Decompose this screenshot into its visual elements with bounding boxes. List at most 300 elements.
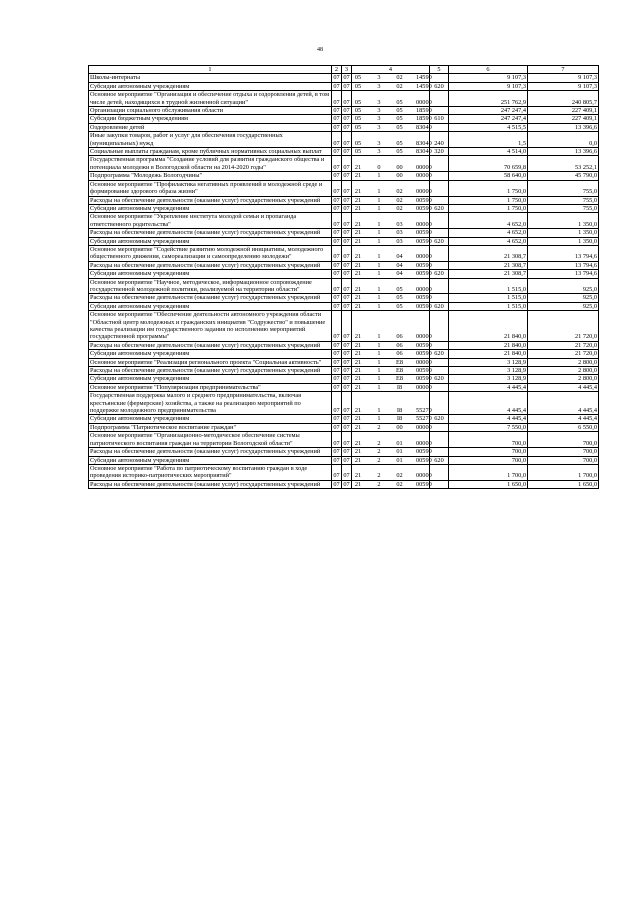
expense-type-code: 620 [430, 204, 449, 212]
amount-col6: 1 515,0 [449, 278, 528, 294]
row-name: Оздоровление детей [89, 123, 332, 131]
target-article-code [352, 74, 430, 82]
amount-col7: 1 650,0 [528, 480, 599, 488]
article-code-part: 00590 [416, 302, 432, 310]
article-code-part: 00590 [416, 367, 432, 375]
expense-type-code [430, 294, 449, 302]
article-code-part: 04 [396, 253, 403, 261]
target-article-code [352, 115, 430, 123]
target-article-code [352, 480, 430, 488]
amount-col7: 9 107,3 [528, 82, 599, 90]
subsection-code: 07 [342, 132, 352, 148]
amount-col6: 4 652,0 [449, 237, 528, 245]
table-row [89, 229, 599, 237]
section-code: 07 [333, 74, 340, 82]
subsection-code: 07 [343, 237, 350, 245]
table-header [89, 66, 599, 74]
amount-col7: 13 794,6 [528, 270, 599, 278]
article-code-part: 00000 [416, 285, 432, 293]
row-name: Основное мероприятие "Содействие развитию молодежной инициативы, молодежного общественного движения, самореализации и самоопределению молодежи" [89, 245, 332, 261]
expense-type-code [430, 383, 449, 391]
table-body [89, 74, 599, 489]
subsection-code: 07 [343, 229, 350, 237]
subsection-code: 07 [343, 123, 350, 131]
section-code: 07 [333, 270, 340, 278]
row-name: Расходы на обеспечение деятельности (оказание услуг) государственных учреждений [89, 448, 332, 456]
amount-col7: 700,0 [528, 448, 599, 456]
table-row [89, 156, 599, 172]
article-code-part: 21 [354, 302, 362, 310]
amount-col6: 1 750,0 [449, 180, 528, 196]
row-name: Субсидии автономным учреждениям [89, 302, 332, 310]
expense-type-code [430, 278, 449, 294]
subsection-code: 07 [343, 196, 350, 204]
table-row [89, 464, 599, 480]
article-code-part: 1 [377, 302, 381, 310]
table-row [89, 302, 599, 310]
expense-type-code: 620 [430, 415, 449, 423]
section-code: 07 [333, 294, 340, 302]
amount-col6: 7 550,0 [449, 423, 528, 431]
subsection-code: 07 [343, 480, 350, 488]
article-code-part: 2 [377, 423, 381, 431]
article-code-part: 01 [396, 439, 403, 447]
section-code: 07 [333, 383, 340, 391]
article-code-part: 3 [377, 139, 381, 147]
article-code-part: 05 [354, 74, 362, 82]
article-code-part: 05 [354, 123, 362, 131]
article-code-part: E8 [396, 367, 403, 375]
subsection-code: 07 [343, 456, 350, 464]
expense-type-code [430, 180, 449, 196]
article-code-part: 00000 [416, 439, 432, 447]
article-code-part: 1 [377, 294, 381, 302]
row-name: Расходы на обеспечение деятельности (оказание услуг) государственных учреждений [89, 480, 332, 488]
subsection-code: 07 [343, 423, 350, 431]
expense-type-code [430, 156, 449, 172]
header-cell: 6 [449, 66, 528, 74]
table-row [89, 383, 599, 391]
amount-col7: 925,0 [528, 278, 599, 294]
target-article-code [352, 311, 430, 342]
table-row [89, 148, 599, 156]
page-number: 48 [317, 47, 323, 53]
header-cell: 7 [528, 66, 599, 74]
section-code: 07 [332, 245, 342, 261]
table-row [89, 423, 599, 431]
amount-col6: 70 659,8 [449, 156, 528, 172]
row-name: Основное мероприятие "Научное, методическое, информационное сопровождение государственной молодежной политики, реализуемой на территории области" [89, 278, 332, 294]
section-code: 07 [333, 367, 340, 375]
row-name: Основное мероприятие "Реализация регионального проекта "Социальная активность" [89, 358, 332, 366]
article-code-part: 83040 [416, 123, 432, 131]
subsection-code: 07 [343, 270, 350, 278]
row-name: Расходы на обеспечение деятельности (оказание услуг) государственных учреждений [89, 196, 332, 204]
subsection-code: 07 [343, 341, 350, 349]
article-code-part: 21 [354, 333, 362, 341]
target-article-code [352, 448, 430, 456]
article-code-part: 21 [354, 163, 362, 171]
amount-col6: 21 308,7 [449, 270, 528, 278]
article-code-part: 03 [396, 229, 403, 237]
expense-type-code [430, 358, 449, 366]
header-cell: 3 [342, 66, 352, 74]
header-cell: 1 [89, 66, 332, 74]
article-code-part: 1 [377, 204, 381, 212]
article-code-part: 03 [396, 220, 403, 228]
target-article-code [352, 132, 430, 148]
article-code-part: 1 [377, 407, 381, 415]
section-code: 07 [333, 115, 340, 123]
article-code-part: 55270 [416, 407, 432, 415]
article-code-part: 00590 [416, 456, 432, 464]
article-code-part: I8 [396, 407, 403, 415]
header-cell: 5 [430, 66, 449, 74]
amount-col6: 4 515,5 [449, 123, 528, 131]
target-article-code [352, 432, 430, 448]
expense-type-code: 620 [430, 82, 449, 90]
article-code-part: 21 [354, 220, 362, 228]
target-article-code [352, 261, 430, 269]
target-article-code [352, 156, 430, 172]
article-code-part: 55270 [416, 415, 432, 423]
target-article-code [352, 456, 430, 464]
table-row [89, 415, 599, 423]
article-code-part: 00590 [416, 350, 432, 358]
article-code-part: 00000 [416, 188, 432, 196]
article-code-part: 1 [377, 375, 381, 383]
article-code-part: 05 [354, 98, 362, 106]
amount-col7: 21 720,0 [528, 311, 599, 342]
section-code: 07 [333, 341, 340, 349]
article-code-part: 18590 [416, 115, 432, 123]
amount-col7: 53 252,1 [528, 156, 599, 172]
amount-col7: 925,0 [528, 302, 599, 310]
article-code-part: 21 [354, 472, 362, 480]
amount-col7: 2 800,0 [528, 375, 599, 383]
target-article-code [352, 415, 430, 423]
article-code-part: 21 [354, 439, 362, 447]
amount-col6: 1 750,0 [449, 196, 528, 204]
article-code-part: 3 [377, 98, 381, 106]
article-code-part: 21 [354, 423, 362, 431]
row-name: Субсидии автономным учреждениям [89, 415, 332, 423]
target-article-code [352, 91, 430, 107]
article-code-part: 1 [377, 341, 381, 349]
amount-col6: 9 107,3 [449, 82, 528, 90]
section-code: 07 [333, 415, 340, 423]
section-code: 07 [332, 91, 342, 107]
article-code-part: 2 [377, 439, 381, 447]
target-article-code [352, 107, 430, 115]
table-row [89, 115, 599, 123]
row-name: Расходы на обеспечение деятельности (оказание услуг) государственных учреждений [89, 229, 332, 237]
table-row [89, 204, 599, 212]
section-code: 07 [332, 311, 342, 342]
article-code-part: E8 [396, 375, 403, 383]
row-name: Государственная программа "Создание условий для развития гражданского общества и потенциала молодежи в Вологодской области на 2014-2020 годы" [89, 156, 332, 172]
article-code-part: 21 [354, 253, 362, 261]
section-code: 07 [333, 148, 340, 156]
subsection-code: 07 [342, 278, 352, 294]
expense-type-code [430, 196, 449, 204]
target-article-code [352, 237, 430, 245]
row-name: Расходы на обеспечение деятельности (оказание услуг) государственных учреждений [89, 261, 332, 269]
section-code: 07 [332, 278, 342, 294]
amount-col6: 3 128,9 [449, 358, 528, 366]
amount-col7: 1 700,0 [528, 464, 599, 480]
article-code-part: 02 [396, 82, 403, 90]
expense-type-code [430, 367, 449, 375]
table-row [89, 456, 599, 464]
section-code: 07 [333, 196, 340, 204]
section-code: 07 [332, 432, 342, 448]
table-row [89, 91, 599, 107]
article-code-part: 01 [396, 448, 403, 456]
expense-type-code: 620 [430, 302, 449, 310]
amount-col7: 227 409,1 [528, 115, 599, 123]
subsection-code: 07 [343, 172, 350, 180]
article-code-part: 21 [354, 261, 362, 269]
article-code-part: 02 [396, 204, 403, 212]
row-name: Школы-интернаты [89, 74, 332, 82]
amount-col7: 45 790,0 [528, 172, 599, 180]
row-name: Субсидии автономным учреждениям [89, 375, 332, 383]
table-row [89, 294, 599, 302]
article-code-part: 1 [377, 350, 381, 358]
row-name: Расходы на обеспечение деятельности (оказание услуг) государственных учреждений [89, 367, 332, 375]
table-row [89, 132, 599, 148]
article-code-part: 21 [354, 350, 362, 358]
row-name: Иные закупки товаров, работ и услуг для обеспечения государственных (муниципальных) нужд [89, 132, 332, 148]
table-row [89, 237, 599, 245]
amount-col7: 1 350,0 [528, 229, 599, 237]
article-code-part: 00000 [416, 383, 432, 391]
section-code: 07 [333, 172, 340, 180]
article-code-part: 3 [377, 82, 381, 90]
article-code-part: E8 [396, 358, 403, 366]
article-code-part: 02 [396, 188, 403, 196]
expense-type-code: 620 [430, 237, 449, 245]
expense-type-code [430, 392, 449, 415]
target-article-code [352, 294, 430, 302]
row-name: Социальные выплаты гражданам, кроме публичных нормативных социальных выплат [89, 148, 332, 156]
article-code-part: 05 [396, 294, 403, 302]
table-row [89, 278, 599, 294]
article-code-part: 06 [396, 350, 403, 358]
article-code-part: 1 [377, 285, 381, 293]
subsection-code: 07 [343, 367, 350, 375]
header-cell: 4 [352, 66, 430, 74]
amount-col7: 0,0 [528, 132, 599, 148]
target-article-code [352, 213, 430, 229]
subsection-code: 07 [343, 204, 350, 212]
article-code-part: 21 [354, 383, 362, 391]
article-code-part: 00590 [416, 237, 432, 245]
subsection-code: 07 [343, 148, 350, 156]
target-article-code [352, 392, 430, 415]
article-code-part: 02 [396, 196, 403, 204]
article-code-part: 21 [354, 358, 362, 366]
article-code-part: 04 [396, 261, 403, 269]
article-code-part: 00590 [416, 204, 432, 212]
article-code-part: 14590 [416, 82, 432, 90]
article-code-part: 1 [377, 367, 381, 375]
amount-col6: 700,0 [449, 456, 528, 464]
article-code-part: 1 [377, 220, 381, 228]
article-code-part: 05 [396, 148, 403, 156]
article-code-part: 00590 [416, 480, 432, 488]
amount-col7: 755,0 [528, 196, 599, 204]
table-row [89, 245, 599, 261]
subsection-code: 07 [343, 375, 350, 383]
article-code-part: I8 [396, 415, 403, 423]
subsection-code: 07 [343, 261, 350, 269]
amount-col6: 4 445,4 [449, 392, 528, 415]
amount-col6: 1 700,0 [449, 464, 528, 480]
article-code-part: 00000 [416, 163, 432, 171]
table-row [89, 123, 599, 131]
subsection-code: 07 [343, 383, 350, 391]
article-code-part: 21 [354, 294, 362, 302]
amount-col7: 13 396,6 [528, 123, 599, 131]
article-code-part: 1 [377, 253, 381, 261]
article-code-part: 14590 [416, 74, 432, 82]
amount-col7: 755,0 [528, 180, 599, 196]
article-code-part: 21 [354, 375, 362, 383]
section-code: 07 [332, 180, 342, 196]
expense-type-code [430, 213, 449, 229]
expense-type-code [430, 91, 449, 107]
table-row [89, 196, 599, 204]
header-row [89, 66, 599, 74]
table-row [89, 82, 599, 90]
row-name: Основное мероприятие "Организация и обеспечение отдыха и оздоровления детей, в том числе детей, находящихся в трудной жизненной ситуации" [89, 91, 332, 107]
expense-type-code [430, 341, 449, 349]
section-code: 07 [333, 375, 340, 383]
amount-col6: 21 308,7 [449, 245, 528, 261]
article-code-part: 05 [396, 139, 403, 147]
amount-col7: 13 396,6 [528, 148, 599, 156]
article-code-part: 21 [354, 270, 362, 278]
article-code-part: 1 [377, 188, 381, 196]
article-code-part: 2 [377, 480, 381, 488]
expense-type-code: 620 [430, 270, 449, 278]
article-code-part: 1 [377, 261, 381, 269]
row-name: Основное мероприятие "Укрепление института молодой семьи и пропаганда ответственного родительства" [89, 213, 332, 229]
article-code-part: 00590 [416, 270, 432, 278]
article-code-part: 21 [354, 367, 362, 375]
row-name: Субсидии автономным учреждениям [89, 204, 332, 212]
subsection-code: 07 [343, 74, 350, 82]
article-code-part: 21 [354, 285, 362, 293]
article-code-part: 3 [377, 74, 381, 82]
target-article-code [352, 350, 430, 358]
article-code-part: 00 [396, 423, 403, 431]
row-name: Основное мероприятие "Обеспечение деятельности автономного учреждения области "Областной центр молодежных и гражданских инициатив "Содружество" и повышение качества реализации им государственного задания по исполнению мероприятий государственной программы" [89, 311, 332, 342]
article-code-part: 21 [354, 172, 362, 180]
article-code-part: 0 [377, 163, 381, 171]
target-article-code [352, 341, 430, 349]
article-code-part: 2 [377, 456, 381, 464]
table-row [89, 341, 599, 349]
row-name: Организации социального обслуживания области [89, 107, 332, 115]
article-code-part: 3 [377, 148, 381, 156]
amount-col7: 21 720,0 [528, 341, 599, 349]
target-article-code [352, 367, 430, 375]
article-code-part: 83040 [416, 139, 432, 147]
article-code-part: 21 [354, 415, 362, 423]
target-article-code [352, 464, 430, 480]
section-code: 07 [333, 448, 340, 456]
target-article-code [352, 196, 430, 204]
amount-col6: 21 840,0 [449, 350, 528, 358]
subsection-code: 07 [342, 91, 352, 107]
article-code-part: 05 [396, 285, 403, 293]
article-code-part: 2 [377, 448, 381, 456]
row-name: Основное мероприятие "Работа по патриотическому воспитанию граждан в ходе проведения историко-патриотических мероприятий" [89, 464, 332, 480]
expense-type-code [430, 74, 449, 82]
target-article-code [352, 172, 430, 180]
amount-col6: 1 515,0 [449, 302, 528, 310]
row-name: Субсидии автономным учреждениям [89, 270, 332, 278]
target-article-code [352, 375, 430, 383]
row-name: Субсидии бюджетным учреждениям [89, 115, 332, 123]
article-code-part: 00000 [416, 333, 432, 341]
amount-col6: 9 107,3 [449, 74, 528, 82]
subsection-code: 07 [343, 350, 350, 358]
article-code-part: 21 [354, 204, 362, 212]
amount-col6: 4 445,4 [449, 415, 528, 423]
amount-col7: 6 550,0 [528, 423, 599, 431]
amount-col7: 13 794,6 [528, 261, 599, 269]
subsection-code: 07 [343, 448, 350, 456]
amount-col6: 4 652,0 [449, 213, 528, 229]
row-name: Подпрограмма "Молодежь Вологодчины" [89, 172, 332, 180]
expense-type-code [430, 261, 449, 269]
article-code-part: 05 [354, 107, 362, 115]
table-row [89, 261, 599, 269]
expense-type-code [430, 432, 449, 448]
article-code-part: 1 [377, 358, 381, 366]
table-row [89, 180, 599, 196]
subsection-code: 07 [343, 115, 350, 123]
table-row [89, 375, 599, 383]
amount-col7: 2 800,0 [528, 358, 599, 366]
expense-type-code [430, 245, 449, 261]
table-row [89, 432, 599, 448]
row-name: Государственная поддержка малого и среднего предпринимательства, включая крестьянские (фермерские) хозяйства, а также на реализацию мероприятий по поддержке молодежного предпринимательства [89, 392, 332, 415]
target-article-code [352, 123, 430, 131]
article-code-part: 00590 [416, 341, 432, 349]
table-row [89, 358, 599, 366]
article-code-part: 00590 [416, 196, 432, 204]
amount-col6: 21 308,7 [449, 261, 528, 269]
table-row [89, 448, 599, 456]
table-row [89, 480, 599, 488]
article-code-part: 21 [354, 229, 362, 237]
article-code-part: 1 [377, 172, 381, 180]
section-code: 07 [333, 107, 340, 115]
expense-type-code [430, 480, 449, 488]
expense-type-code [430, 311, 449, 342]
article-code-part: 21 [354, 341, 362, 349]
article-code-part: 05 [396, 123, 403, 131]
article-code-part: 00000 [416, 172, 432, 180]
expense-type-code: 610 [430, 115, 449, 123]
section-code: 07 [333, 302, 340, 310]
amount-col7: 240 805,7 [528, 91, 599, 107]
